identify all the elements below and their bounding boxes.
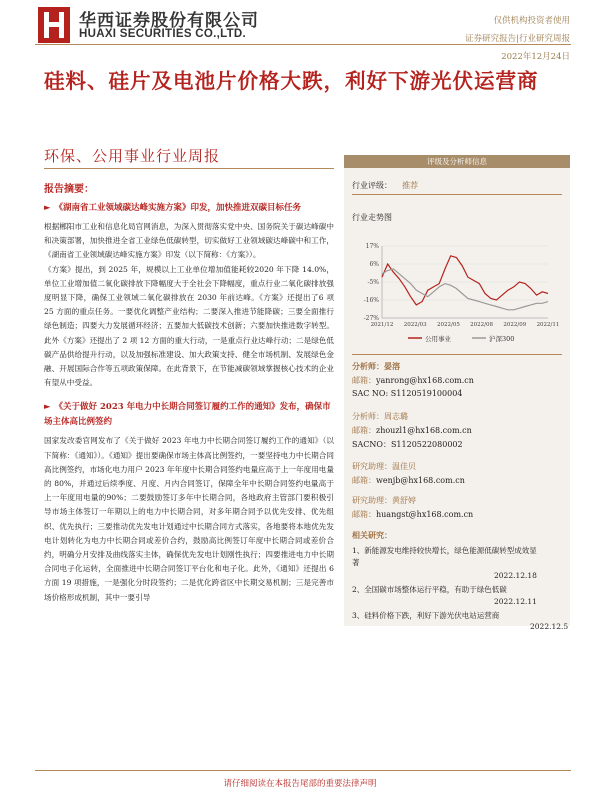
analyst-2-name: 分析师：周志璐 <box>352 412 408 421</box>
audience-tag: 仅供机构投资者使用 <box>493 16 570 26</box>
y-tick-label: 6% <box>369 261 379 268</box>
y-tick-label: 17% <box>365 243 379 250</box>
y-tick-label: -16% <box>363 297 379 304</box>
subtitle-divider <box>44 168 334 169</box>
analyst-1-sac: SAC NO: S1120519100004 <box>352 389 463 398</box>
section-heading-2: ► 《关于做好 2023 年电力中长期合同签订履约工作的通知》发布，确保市场主体高比例签约 <box>44 402 331 428</box>
y-tick-label: -5% <box>367 279 379 286</box>
analyst-2-email: 邮箱：zhouzl1@hx168.com.cn <box>352 426 472 435</box>
analyst-1-email: 邮箱：yanrong@hx168.com.cn <box>352 376 474 385</box>
x-tick-label: 2022/09 <box>503 322 527 328</box>
industry-rating: 行业评级： 推荐 <box>352 181 419 190</box>
section-1-paragraph-2: 《方案》提出，到 2025 年，规模以上工业单位增加值能耗较2020 年下降 14.0%，单位工业增加值二氧化碳排放下降幅度大于全社会下降幅度，重点行业二氧化碳排放强度明显下降，确保工业领域二氧化碳排放在 2030 年前达峰。《方案》还提出了6 项 25 方面的重点任务。一要优化调整产业结构；二要深入推进节能降碳；三要全面推行绿色制造；四要大力发展循环经济；五要加大低碳技术创新；六要加快推进数字转型。此外《方案》还提出了 2 项 12 方面的重大行动，一是重点行业达峰行动；二是绿色低碳产品供给提升行动，以及加强标准建设、加大政策支持、健全市场机制、发展绿色金融、开展国际合作等五项政策保障。在此背景下，在节能减碳领域掌握核心技术的企业有望从中受益。 <box>44 264 334 388</box>
legal-notice: 请仔细阅读在本报告尾部的重要法律声明 <box>223 779 377 789</box>
related-date-3: 2022.12.5 <box>530 622 569 631</box>
chart-title: 行业走势图 <box>352 213 392 222</box>
related-date-2: 2022.12.11 <box>494 597 537 606</box>
report-title: 硅料、硅片及电池片价格大跌，利好下游光伏运营商 <box>44 69 539 93</box>
summary-column <box>44 180 334 605</box>
rating-divider <box>352 194 562 195</box>
analyst-2-sac: SACNO：S1120522080002 <box>352 440 463 449</box>
x-tick-label: 2021/12 <box>370 322 394 328</box>
assistant-1-name: 研究助理：温佳贝 <box>352 462 416 471</box>
report-subtitle: 环保、公用事业行业周报 <box>44 147 221 165</box>
legend-label-utilities: 公用事业 <box>425 335 451 343</box>
related-item-3[interactable]: 3、硅料价格下跌，利好下游光伏电站运营商 <box>352 611 500 620</box>
analyst-1-name: 分析师：晏溶 <box>352 361 400 371</box>
industry-trend-chart <box>348 236 566 354</box>
company-logo <box>38 7 70 43</box>
related-research-heading: 相关研究： <box>352 530 392 540</box>
section-heading-1: ► 《湖南省工业领域碳达峰实施方案》印发，加快推进双碳目标任务 <box>44 203 302 213</box>
section-1-paragraph-1: 根据郴阳市工业和信息化局官网消息，为深入贯彻落实党中央、国务院关于碳达峰碳中和决策部署，加快推进全省工业绿色低碳转型，切实做好工业领域碳达峰碳中和工作，《湖南省工业领域碳达峰实施方案》印发（以下简称：《方案》）。 <box>44 222 334 260</box>
company-name-en: HUAXI SECURITIES CO.,LTD. <box>79 28 247 40</box>
related-date-1: 2022.12.18 <box>494 571 537 580</box>
triangle-bullet-icon: ► <box>44 203 51 213</box>
chart-divider <box>352 354 562 355</box>
report-type-tag: 证券研究报告|行业研究周报 <box>465 34 570 44</box>
triangle-bullet-icon: ► <box>44 402 51 413</box>
assistant-2-email: 邮箱：huangst@hx168.com.cn <box>352 510 474 519</box>
y-tick-label: -27% <box>363 315 379 322</box>
report-date: 2022年12月24日 <box>501 52 570 62</box>
sidebar-header: 评级及分析师信息 <box>344 155 570 168</box>
assistant-1-email: 邮箱：wenjb@hx168.com.cn <box>352 476 465 485</box>
x-tick-label: 2022/03 <box>403 322 427 328</box>
x-tick-label: 2022/11 <box>536 322 560 328</box>
related-item-2[interactable]: 2、全国碳市场整体运行平稳，有助于绿色低碳 <box>352 585 507 594</box>
section-2-paragraph-1: 国家发改委官网发布了《关于做好 2023 年电力中长期合同签订履约工作的通知》（以下简称：《通知》）。《通知》提出要确保市场主体高比例签约，一要坚持电力中长期合同高比例签约，市场化电力用户 2023 年年度中长期合同签约电量应高于上一年度用电量的 80%，并通过后续季度、月度、月内合同签订，保障全年中长期合同签约电量高于上一年度用电量的90%；二要鼓励签订多年中长期合同，各地政府主管部门要积极引导市场主体签订一年期以上的电力中长期合同，对多年期合同予以优先安排、优先组织、优先执行；三要推动优先发电计划通过中长期合同方式落实，各地要将本地优先发电计划转化为电力中长期合同或差价合约，鼓励高比例签订年度中长期合同或差价合约，明确分月安排及曲线落实主体，确保优先发电计划刚性执行；四要推进电力中长期合同电子化运转，全面推进中长期合同签订平台化和电子化。此外，《通知》还提出 6 方面 19 项措施，一是强化分时段签约；二是优化跨省区中长期交易机制；三是完善市场价格形成机制，其中一要引导 <box>44 436 334 602</box>
assistant-2-name: 研究助理：黄舒婷 <box>352 496 416 505</box>
header-divider <box>35 44 571 45</box>
related-item-1[interactable]: 1、新能源发电维持较快增长，绿色能源低碳转型成效显著 <box>352 546 537 567</box>
sidebar-panel <box>344 168 570 626</box>
x-tick-label: 2022/08 <box>470 322 494 328</box>
footer-divider <box>35 770 571 771</box>
company-name-cn: 华西证券股份有限公司 <box>79 11 259 31</box>
x-tick-label: 2022/05 <box>436 322 460 328</box>
summary-heading: 报告摘要： <box>44 184 94 195</box>
legend-label-csi300: 沪深300 <box>489 335 515 343</box>
